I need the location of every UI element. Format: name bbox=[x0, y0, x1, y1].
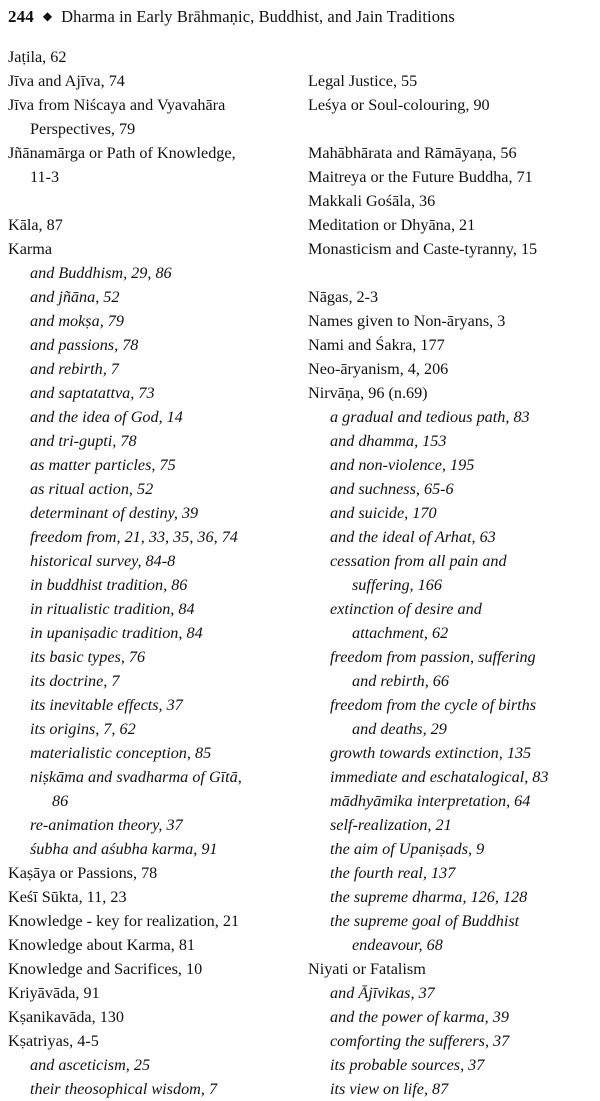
index-subentry: historical survey, 84-8 bbox=[30, 552, 176, 570]
index-entry: 11-3 bbox=[30, 168, 60, 186]
index-subentry: and rebirth, 7 bbox=[30, 360, 119, 378]
index-entry: Jñānamārga or Path of Knowledge, bbox=[8, 144, 236, 162]
index-subentry: and Ājīvikas, 37 bbox=[330, 984, 435, 1002]
index-group-separator bbox=[308, 261, 594, 285]
index-subentry: its basic types, 76 bbox=[30, 648, 146, 666]
index-subentry: and saptatattva, 73 bbox=[30, 384, 155, 402]
index-subentry: and Buddhism, 29, 86 bbox=[30, 264, 172, 282]
index-subentry: and mokṣa, 79 bbox=[30, 312, 124, 330]
index-subentry: and asceticism, 25 bbox=[30, 1056, 151, 1074]
index-subentry: cessation from all pain and bbox=[330, 552, 507, 570]
index-columns bbox=[0, 45, 600, 1098]
index-subentry: its probable sources, 37 bbox=[330, 1056, 485, 1074]
index-subentry: its origins, 7, 62 bbox=[30, 720, 136, 738]
index-entry: Knowledge - key for realization, 21 bbox=[8, 912, 240, 930]
index-subentry: attachment, 62 bbox=[352, 624, 449, 642]
running-head bbox=[8, 7, 592, 33]
index-subentry: and jñāna, 52 bbox=[30, 288, 120, 306]
index-subentry: and the idea of God, 14 bbox=[30, 408, 183, 426]
index-subentry: the aim of Upaniṣads, 9 bbox=[330, 840, 485, 858]
index-entry: Kaṣāya or Passions, 78 bbox=[8, 864, 158, 882]
index-subentry: freedom from passion, suffering bbox=[330, 648, 536, 666]
index-entry: Perspectives, 79 bbox=[30, 120, 136, 138]
index-subentry: niṣkāma and svadharma of Gītā, bbox=[30, 768, 242, 786]
index-subentry: the fourth real, 137 bbox=[330, 864, 456, 882]
index-subentry: as matter particles, 75 bbox=[30, 456, 176, 474]
index-subentry: extinction of desire and bbox=[330, 600, 482, 618]
index-group-separator bbox=[8, 189, 294, 213]
index-subentry: their theosophical wisdom, 7 bbox=[30, 1080, 218, 1098]
index-entry: Monasticism and Caste-tyranny, 15 bbox=[308, 240, 538, 258]
index-column-left bbox=[8, 45, 294, 1101]
index-subentry: freedom from, 21, 33, 35, 36, 74 bbox=[30, 528, 238, 546]
index-entry: Jaṭila, 62 bbox=[8, 48, 67, 66]
index-entry: Kṣanikavāda, 130 bbox=[8, 1008, 124, 1026]
index-entry: Names given to Non-āryans, 3 bbox=[308, 312, 506, 330]
index-subentry: in buddhist tradition, 86 bbox=[30, 576, 188, 594]
running-title: Dharma in Early Brāhmaṇic, Buddhist, and Jain Traditions bbox=[61, 7, 455, 26]
index-subentry: comforting the sufferers, 37 bbox=[330, 1032, 510, 1050]
index-subentry: determinant of destiny, 39 bbox=[30, 504, 199, 522]
index-entry: Keśī Sūkta, 11, 23 bbox=[8, 888, 127, 906]
index-entry: Mahābhārata and Rāmāyaṇa, 56 bbox=[308, 144, 517, 162]
index-subentry: growth towards extinction, 135 bbox=[330, 744, 532, 762]
index-entry: Leśya or Soul-colouring, 90 bbox=[308, 96, 490, 114]
index-subentry: its view on life, 87 bbox=[330, 1080, 449, 1098]
diamond-icon: ◆ bbox=[42, 9, 53, 23]
index-subentry: and rebirth, 66 bbox=[352, 672, 449, 690]
page-number: 244 bbox=[8, 7, 34, 26]
index-subentry: self-realization, 21 bbox=[330, 816, 452, 834]
index-subentry: in ritualistic tradition, 84 bbox=[30, 600, 195, 618]
index-subentry: and non-violence, 195 bbox=[330, 456, 475, 474]
index-subentry: materialistic conception, 85 bbox=[30, 744, 212, 762]
index-column-right bbox=[308, 45, 594, 1101]
index-subentry: and dhamma, 153 bbox=[330, 432, 447, 450]
index-subentry: 86 bbox=[52, 792, 69, 810]
index-subentry: and passions, 78 bbox=[30, 336, 139, 354]
index-entry: Nirvāṇa, 96 (n.69) bbox=[308, 384, 428, 402]
index-entry: Jīva and Ajīva, 74 bbox=[8, 72, 125, 90]
index-entry: Knowledge and Sacrifices, 10 bbox=[8, 960, 203, 978]
index-entry: Makkali Gośāla, 36 bbox=[308, 192, 436, 210]
index-entry: Legal Justice, 55 bbox=[308, 72, 418, 90]
index-subentry: freedom from the cycle of births bbox=[330, 696, 537, 714]
index-subentry: immediate and eschatalogical, 83 bbox=[330, 768, 549, 786]
index-subentry: a gradual and tedious path, 83 bbox=[330, 408, 530, 426]
index-group-separator bbox=[308, 117, 594, 141]
index-entry: Meditation or Dhyāna, 21 bbox=[308, 216, 476, 234]
index-entry: Nāgas, 2-3 bbox=[308, 288, 379, 306]
index-subentry: and deaths, 29 bbox=[352, 720, 447, 738]
index-subentry: and suicide, 170 bbox=[330, 504, 437, 522]
index-subentry: re-animation theory, 37 bbox=[30, 816, 183, 834]
index-entry: Karma bbox=[8, 240, 53, 258]
index-subentry: the supreme dharma, 126, 128 bbox=[330, 888, 528, 906]
index-subentry: endeavour, 68 bbox=[352, 936, 443, 954]
index-entry: Kriyāvāda, 91 bbox=[8, 984, 100, 1002]
index-entry: Maitreya or the Future Buddha, 71 bbox=[308, 168, 533, 186]
index-group-separator bbox=[308, 45, 594, 69]
index-entry: Kāla, 87 bbox=[8, 216, 63, 234]
index-entry: Jīva from Niścaya and Vyavahāra bbox=[8, 96, 226, 114]
index-subentry: suffering, 166 bbox=[352, 576, 442, 594]
index-entry: Kṣatriyas, 4-5 bbox=[8, 1032, 99, 1050]
index-subentry: and tri-gupti, 78 bbox=[30, 432, 137, 450]
index-entry: Neo-āryanism, 4, 206 bbox=[308, 360, 449, 378]
index-entry: Nami and Śakra, 177 bbox=[308, 336, 445, 354]
index-subentry: its doctrine, 7 bbox=[30, 672, 120, 690]
index-subentry: and suchness, 65-6 bbox=[330, 480, 454, 498]
index-subentry: and the ideal of Arhat, 63 bbox=[330, 528, 496, 546]
index-subentry: and the power of karma, 39 bbox=[330, 1008, 509, 1026]
index-subentry: its inevitable effects, 37 bbox=[30, 696, 183, 714]
index-subentry: śubha and aśubha karma, 91 bbox=[30, 840, 218, 858]
index-subentry: the supreme goal of Buddhist bbox=[330, 912, 520, 930]
index-subentry: mādhyāmika interpretation, 64 bbox=[330, 792, 531, 810]
index-entry: Knowledge about Karma, 81 bbox=[8, 936, 196, 954]
index-subentry: in upaniṣadic tradition, 84 bbox=[30, 624, 203, 642]
index-subentry: as ritual action, 52 bbox=[30, 480, 154, 498]
index-entry: Niyati or Fatalism bbox=[308, 960, 426, 978]
